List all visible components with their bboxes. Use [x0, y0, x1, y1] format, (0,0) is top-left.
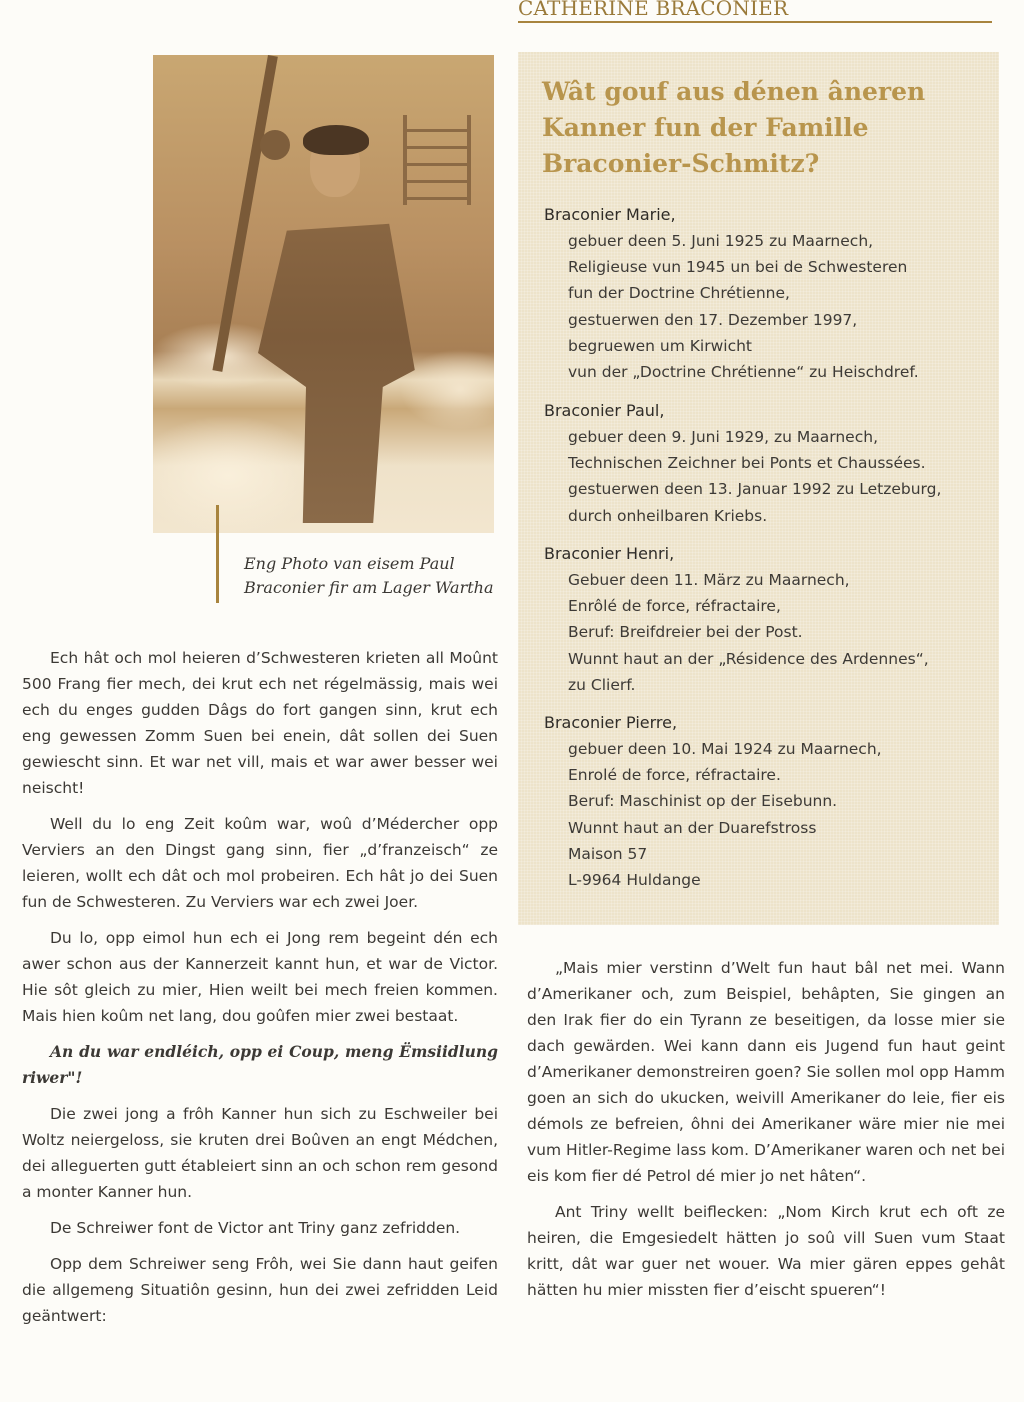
- entry-line: gebuer deen 9. Juni 1929, zu Maarnech,: [568, 428, 878, 446]
- photo-post-ball-shape: [260, 130, 290, 160]
- caption-line: Eng Photo van eisem Paul: [244, 554, 455, 573]
- paragraph: Die zwei jong a frôh Kanner hun sich zu Eschweiler bei Woltz neiergeloss, sie kruten drei Boûven an engt Médchen, dei alleguerten gutt étableiert sinn an och schon rem gesond a monter Kanner hun.: [22, 1105, 498, 1201]
- family-entry-marie: [544, 202, 994, 385]
- entry-line: L-9964 Huldange: [568, 871, 701, 890]
- paragraph: „Mais mier verstinn d’Welt fun haut bâl net mei. Wann d’Amerikaner och, zum Beispiel, behâpten, Sie gingen an den Irak fier do ein Tyrann ze beseitigen, da losse mier sie dach gewärden. Wei kann dann eis Jugend fun haut geint d’Amerikaner demonstreiren goen? Sie sollen mol opp Hamm goen an sich do ukucken, weivill Amerikaner do leie, fier eis démols ze befreien, ôhni dei Amerikaner wäre mier nie mei vum Hitler-Regime lass kom. D’Amerikaner waren och net bei eis kom fier dé Petrol dé mier jo net hâten“.: [527, 959, 1005, 1185]
- entry-name: Braconier Paul,: [544, 401, 665, 420]
- photo-beret: [303, 125, 369, 155]
- photo-caption: [244, 552, 504, 600]
- entry-name: Braconier Pierre,: [544, 713, 678, 732]
- sidebar-title: Wât gouf aus dénen âneren Kanner fun der Famille Braconier-Schmitz?: [542, 77, 926, 178]
- entry-line: zu Clierf.: [568, 675, 636, 694]
- entry-line: durch onheilbaren Kriebs.: [568, 506, 768, 525]
- paragraph: Du lo, opp eimol hun ech ei Jong rem begeint dén ech awer schon aus der Kannerzeit kannt hun, et war de Victor. Hie sôt gleich zu mier, Hien weilt bei mech freien kommen. Mais hien koûm net lang, dou goûfen mier zwei bestaat.: [22, 929, 498, 1025]
- entry-line: Maison 57: [568, 844, 648, 863]
- paragraph: De Schreiwer font de Victor ant Triny ganz zefridden.: [50, 1219, 461, 1237]
- paragraph: Ech hât och mol heieren d’Schwesteren krieten all Moûnt 500 Frang fier mech, dei krut ech net régelmässig, mais wei ech du enges gudden Dâgs do fort gangen sinn, krut ech eng gewessen Zomm Suen bei enein, dât sollen dei Suen gewiescht sinn. Et war net vill, mais et war awer besser wei neischt!: [22, 649, 498, 797]
- entry-name: Braconier Henri,: [544, 544, 675, 563]
- entry-line: begruewen um Kirwicht: [568, 336, 753, 355]
- entry-line: gebuer deen 5. Juni 1925 zu Maarnech,: [568, 232, 874, 250]
- entry-line: Beruf: Maschinist op der Eisebunn.: [568, 792, 838, 811]
- entry-line: Wunnt haut an der Duarefstross: [568, 818, 817, 837]
- family-entry-henri: [544, 541, 994, 698]
- entry-line: gebuer deen 10. Mai 1924 zu Maarnech,: [568, 740, 882, 758]
- entry-line: Enrôlé de force, réfractaire,: [568, 597, 781, 616]
- paragraph: Well du lo eng Zeit koûm war, woû d’Médercher opp Verviers an den Dingst gang sinn, fier „d’franzeisch“ ze leieren, wollt ech dât och mol probeiren. Ech hât jo dei Suen fun de Schwesteren. Zu Verviers war ech zwei Joer.: [22, 815, 498, 911]
- entry-line: fun der Doctrine Chrétienne,: [568, 284, 790, 303]
- left-column-text: [22, 645, 498, 1339]
- paragraph: Ant Triny wellt beiflecken: „Nom Kirch krut ech oft ze heiren, die Emgesiedelt hätten jo soû vill Suen vum Staat kritt, dât war guer net wouer. Wa mier gären eppes gehât hätten hu mier missten fier d’eischt spueren“!: [527, 1203, 1005, 1299]
- sepia-photograph: [153, 55, 494, 533]
- paragraph: Opp dem Schreiwer seng Frôh, wei Sie dann haut geifen die allgemeng Situatiôn gesinn, hun dei zwei zefridden Leid geäntwert:: [22, 1255, 498, 1325]
- caption-line: Braconier fir am Lager Wartha: [244, 578, 494, 597]
- entry-line: Technischen Zeichner bei Ponts et Chaussées.: [568, 454, 926, 473]
- entry-line: gestuerwen den 17. Dezember 1997,: [568, 310, 858, 329]
- caption-rule: [216, 505, 219, 603]
- entry-line: vun der „Doctrine Chrétienne“ zu Heischdref.: [568, 363, 919, 382]
- running-header: [518, 0, 992, 23]
- photo-boy-figure: [258, 183, 418, 523]
- entry-line: gestuerwen deen 13. Januar 1992 zu Letzeburg,: [568, 480, 942, 499]
- italic-quote-paragraph: An du war endléich, opp ei Coup, meng Ëmsiidlung riwer"!: [22, 1042, 498, 1087]
- entry-name: Braconier Marie,: [544, 205, 676, 224]
- entry-line: Beruf: Breifdreier bei der Post.: [568, 623, 803, 642]
- running-title: CATHERINE BRACONIER: [518, 0, 789, 20]
- right-column-text: [527, 955, 1005, 1313]
- photo-ladder-shape: [403, 115, 471, 205]
- entry-line: Enrolé de force, réfractaire.: [568, 766, 781, 785]
- entry-line: Wunnt haut an der „Résidence des Ardennes“,: [568, 649, 929, 668]
- family-sidebar-box: [518, 52, 999, 925]
- entry-line: Religieuse vun 1945 un bei de Schwesteren: [568, 258, 908, 277]
- entry-line: Gebuer deen 11. März zu Maarnech,: [568, 571, 850, 589]
- family-entry-pierre: [544, 710, 994, 893]
- family-entry-paul: [544, 398, 994, 529]
